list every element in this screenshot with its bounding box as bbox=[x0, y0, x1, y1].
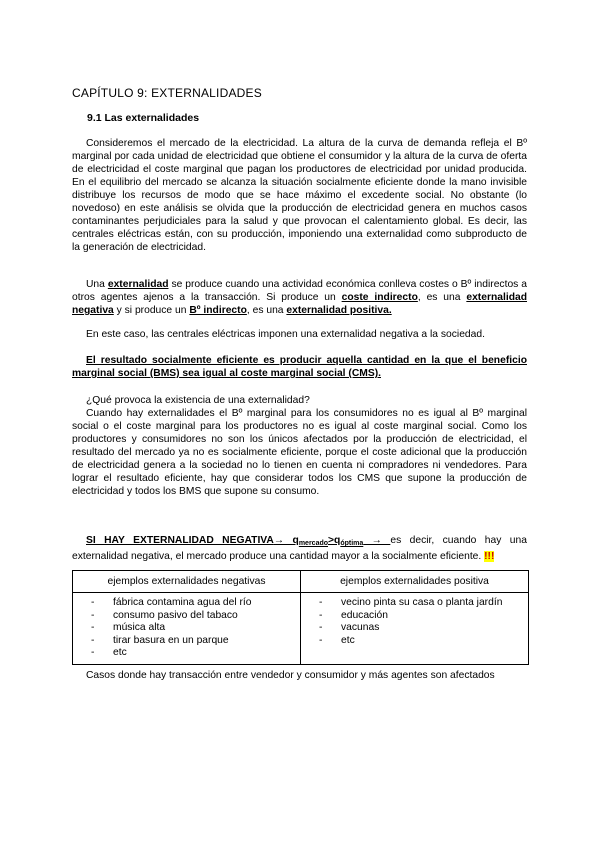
list-item: - etc bbox=[319, 635, 528, 648]
list-item: - educación bbox=[319, 610, 528, 623]
list-item: - etc bbox=[91, 647, 300, 660]
examples-table bbox=[72, 570, 529, 665]
table-header-negative: ejemplos externalidades negativas bbox=[73, 571, 301, 593]
paragraph-electricity-market: Consideremos el mercado de la electricidad. La altura de la curva de demanda refleja el Bº marginal por cada unidad de electricidad que obtiene el consumidor y la altura de la curva de oferta de electricidad el coste marginal que pagan los productores de electricidad por unidad producida. En el equilibrio del mercado se alcanza la situación socialmente eficiente donde la mano invisible distribuye los recursos de modo que se hace máximo el excedente social. No obstante (lo novedoso) en este análisis se olvida que la producción de electricidad genera en muchos casos contaminantes perjudiciales para la salud y que provocan el calentamiento global. Es decir, las centrales eléctricas están, con su producción, imponiendo una externalidad como subproducto de la generación de electricidad. bbox=[72, 138, 527, 253]
negative-label: SI HAY EXTERNALIDAD NEGATIVA bbox=[86, 535, 274, 546]
list-item: - tirar basura en un parque bbox=[91, 635, 300, 648]
list-item: - fábrica contamina agua del río bbox=[91, 597, 300, 610]
chapter-title: CAPÍTULO 9: EXTERNALIDADES bbox=[72, 86, 262, 100]
term-externalidad-positiva: externalidad positiva. bbox=[286, 305, 392, 316]
list-item: - música alta bbox=[91, 622, 300, 635]
paragraph-negative-externality: SI HAY EXTERNALIDAD NEGATIVA→ $q_{mercado}>q_{óptima}$ → es decir, cuando hay una externalidad negativa, el mercado produce una cantidad mayor a la socialmente eficiente. !!! bbox=[72, 535, 527, 562]
paragraph-centrales: En este caso, las centrales eléctricas imponen una externalidad negativa a la sociedad. bbox=[86, 329, 485, 340]
table-header-positive: ejemplos externalidades positiva bbox=[301, 571, 529, 593]
question-text: ¿Qué provoca la existencia de una externalidad? bbox=[86, 395, 310, 406]
paragraph-externality-definition: Una externalidad se produce cuando una actividad económica conlleva costes o Bº indirectos a otros agentes ajenos a la transacción. Si produce un coste indirecto, es una externalidad negativa y si produce un Bº indirecto, es una externalidad positiva. bbox=[72, 279, 528, 316]
term-coste-indirecto: coste indirecto bbox=[341, 292, 418, 303]
term-beneficio-indirecto: Bº indirecto bbox=[189, 305, 247, 316]
term-externalidad-negativa: externalidad negativa bbox=[72, 292, 528, 316]
paragraph-efficient-result: El resultado socialmente eficiente es producir aquella cantidad en la que el beneficio marginal social (BMS) sea igual al coste marginal social (CMS). bbox=[72, 355, 527, 379]
list-item: - consumo pasivo del tabaco bbox=[91, 610, 300, 623]
list-item: - vecino pinta su casa o planta jardín bbox=[319, 597, 528, 610]
footer-text: Casos donde hay transacción entre vendedor y consumidor y más agentes son afectados bbox=[86, 670, 495, 681]
section-title: 9.1 Las externalidades bbox=[87, 112, 200, 124]
negative-examples-list bbox=[73, 593, 300, 664]
paragraph-explanation: Cuando hay externalidades el Bº marginal para los consumidores no es igual al Bº marginal social o el coste marginal para los productores no es igual al coste marginal social. Como los productores y consumidores no son los únicos afectados por la producción de electricidad, el resultado del mercado ya no es socialmente eficiente, porque el coste adicional que la producción de electricidad genera a la sociedad no lo tienen en cuenta ni compradores ni vendedores. Para lograr el resultado eficiente, hay que considerar todos los CMS que supone la producción de electricidad y todos los BMS que supone su consumo. bbox=[72, 408, 527, 497]
list-item: - vacunas bbox=[319, 622, 528, 635]
warning-marker: !!! bbox=[484, 551, 495, 562]
term-externalidad: externalidad bbox=[107, 279, 169, 290]
positive-examples-list bbox=[301, 593, 528, 651]
